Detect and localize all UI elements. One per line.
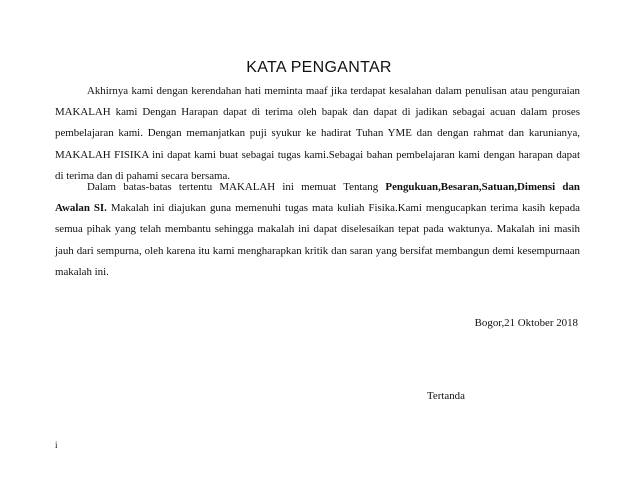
closing-signature: Tertanda (427, 390, 465, 402)
date-line: Bogor,21 Oktober 2018 (474, 317, 578, 329)
paragraph-2-emphasis: Pengukuan,Besaran,Satuan,Dimensi dan Awalan SI. (55, 181, 580, 215)
paragraph-2-lead: Dalam batas-batas tertentu MAKALAH ini memuat Tentang (87, 181, 386, 193)
paragraph-1: Akhirnya kami dengan kerendahan hati meminta maaf jika terdapat kesalahan dalam penulisan atau penguraian MAKALAH kami Dengan Harapan dapat di terima oleh bapak dan dapat di jadikan sebagai acuan dalam proses pembelajaran kami. Dengan memanjatkan puji syukur ke hadirat Tuhan YME dan dengan rahmat dan karunianya, MAKALAH FISIKA ini dapat kami buat sebagai tugas kami.Sebagai bahan pembelajaran kami dengan harapan dapat di terima dan di pahami secara bersama. (55, 85, 580, 182)
paragraph-2-rest: Makalah ini diajukan guna memenuhi tugas mata kuliah Fisika.Kami mengucapkan terima kasih kepada semua pihak yang telah membantu sehingga makalah ini dapat diselesaikan tepat pada waktunya. Makalah ini masih jauh dari sempurna, oleh karena itu kami mengharapkan kritik dan saran yang bersifat membangun demi kesempurnaan makalah ini. (55, 202, 580, 278)
page-number: i (55, 440, 58, 450)
paragraph-2 (55, 177, 580, 283)
page-title: KATA PENGANTAR (246, 59, 392, 76)
